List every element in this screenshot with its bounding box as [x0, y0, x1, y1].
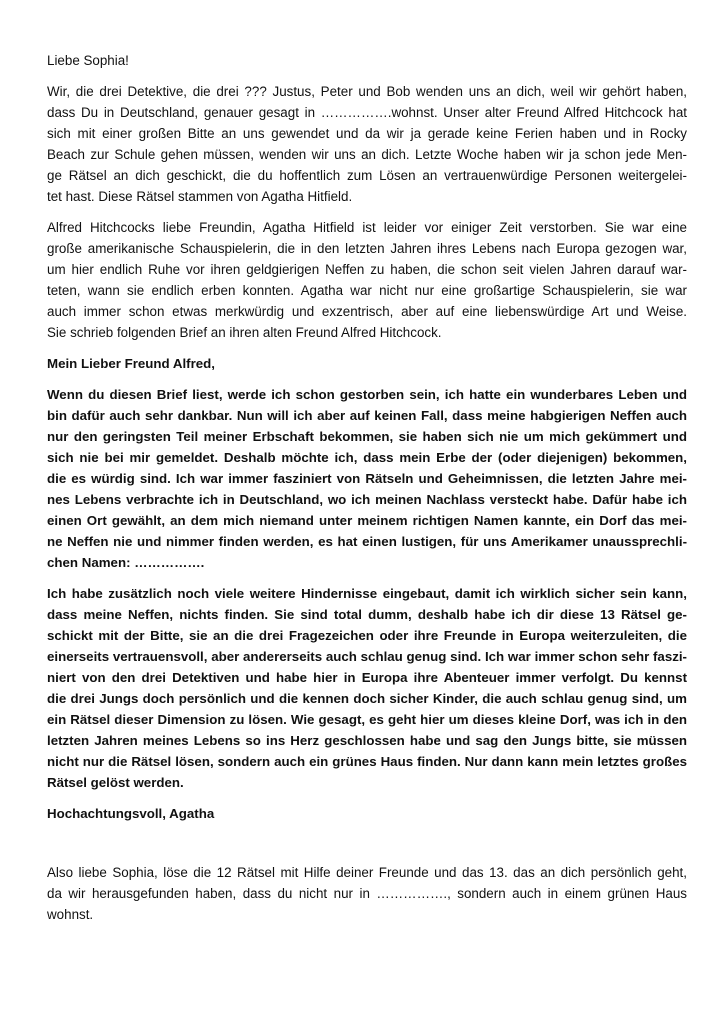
text-line: bin dafür auch sehr dankbar. Nun will ich aber auf keinen Fall, dass meine habgierigen Neffen auch — [47, 408, 687, 423]
text-line: Alfred Hitchcocks liebe Freundin, Agatha Hitfield ist leider vor einiger Zeit verstorben. Sie war eine — [47, 220, 687, 235]
text-line: schickt mit der Bitte, sie an die drei Fragezeichen oder ihre Freunde in Europa weiterzuleiten, die — [47, 628, 687, 643]
text-line: nur den geringsten Teil meiner Erbschaft bekommen, sie haben sich nie um mich gekümmert und — [47, 429, 687, 444]
text-line: Wir, die drei Detektive, die drei ??? Justus, Peter und Bob wenden uns an dich, weil wir gehört haben, — [47, 84, 687, 99]
final-paragraph — [47, 862, 687, 925]
text-line: sich nie bei mir gemeldet. Deshalb möchte ich, dass mein Erbe der (oder diejenigen) bekommen, — [47, 450, 687, 465]
greeting-line: Liebe Sophia! — [47, 53, 129, 68]
text-line: chen Namen: ……………. — [47, 555, 205, 570]
text-line: da wir herausgefunden haben, dass du nicht nur in ……………., sondern auch in einem grünen Haus — [47, 886, 687, 901]
text-line: Ich habe zusätzlich noch viele weitere Hindernisse eingebaut, damit ich wirklich sicher sein kann, — [47, 586, 687, 601]
text-line: dass meine Neffen, nichts finden. Sie sind total dumm, deshalb habe ich dir diese 13 Rätsel ge- — [47, 607, 687, 622]
text-line: nes Lebens verbrachte ich in Deutschland, wo ich meinen Nachlass versteckt habe. Dafür habe ich — [47, 492, 687, 507]
greeting — [47, 50, 687, 71]
text-line: ein Rätsel dieser Dimension zu lösen. Wie gesagt, es geht hier um dieses kleine Dorf, was ich in den — [47, 712, 687, 727]
letter-closing — [47, 803, 687, 824]
text-line: teten, wann sie endlich erben konnten. Agatha war nicht nur eine großartige Schauspielerin, sie war — [47, 283, 687, 298]
text-line: die drei Jungs doch persönlich und die kennen doch sicher Kinder, die auch schlau genug sind, um — [47, 691, 687, 706]
text-line: letzten Jahren meines Lebens so ins Herz geschlossen habe und sag den Jungs bitte, sie müssen — [47, 733, 687, 748]
text-line: auch immer schon etwas merkwürdig und exzentrisch, aber auf eine liebenswürdige Art und Weise. — [47, 304, 687, 319]
letter-salutation — [47, 353, 687, 374]
intro-paragraph — [47, 81, 687, 207]
text-line: einerseits vertrauensvoll, aber andererseits auch schlau genug sind. Ich war immer schon sehr faszi- — [47, 649, 687, 664]
text-line: ne Neffen nie und nimmer finden werden, es hat einen lustigen, für uns Amerikamer unaussprechli- — [47, 534, 687, 549]
salutation-line: Mein Lieber Freund Alfred, — [47, 356, 215, 371]
text-line: Wenn du diesen Brief liest, werde ich schon gestorben sein, ich hatte ein wunderbares Leben und — [47, 387, 687, 402]
background-paragraph — [47, 217, 687, 343]
text-line: die es würdig sind. Ich war immer fasziniert von Rätseln und Geheimnissen, die letzten Jahre mei- — [47, 471, 687, 486]
text-line: Beach zur Schule gehen müssen, wenden wir uns an dich. Letzte Woche haben wir ja schon jede Men- — [47, 147, 687, 162]
letter-paragraph-1 — [47, 384, 687, 573]
letter-paragraph-2 — [47, 583, 687, 793]
text-line: einen Ort gewählt, an dem mich niemand unter meinem richtigen Namen kannte, ein Dorf das mei- — [47, 513, 687, 528]
text-line: wohnst. — [47, 907, 94, 922]
text-line: dass Du in Deutschland, genauer gesagt in …………….wohnst. Unser alter Freund Alfred Hitchcock hat — [47, 105, 687, 120]
text-line: Also liebe Sophia, löse die 12 Rätsel mit Hilfe deiner Freunde und das 13. das an dich persönlich geht, — [47, 865, 687, 880]
text-line: um hier endlich Ruhe vor ihren geldgierigen Neffen zu haben, die schon seit vielen Jahren darauf war- — [47, 262, 687, 277]
closing-line: Hochachtungsvoll, Agatha — [47, 806, 215, 821]
text-line: große amerikanische Schauspielerin, die in den letzten Jahren ihres Lebens nach Europa gezogen war, — [47, 241, 687, 256]
text-line: nicht nur die Rätsel lösen, sondern auch ein grünes Haus finden. Nur dann kann mein letztes großes — [47, 754, 687, 769]
letter-document — [47, 50, 687, 935]
text-line: tet hast. Diese Rätsel stammen von Agatha Hitfield. — [47, 189, 353, 204]
text-line: ge Rätsel an dich geschickt, die du hoffentlich zum Lösen an vertrauenwürdige Personen weitergelei- — [47, 168, 687, 183]
text-line: niert von den drei Detektiven und habe hier in Europa ihre Abenteuer immer verfolgt. Du kennst — [47, 670, 687, 685]
text-line: sich mit einer großen Bitte an uns gewendet und da wir ja gerade keine Ferien haben und in Rocky — [47, 126, 687, 141]
text-line: Rätsel gelöst werden. — [47, 775, 184, 790]
spacer — [47, 834, 687, 862]
text-line: Sie schrieb folgenden Brief an ihren alten Freund Alfred Hitchcock. — [47, 325, 442, 340]
